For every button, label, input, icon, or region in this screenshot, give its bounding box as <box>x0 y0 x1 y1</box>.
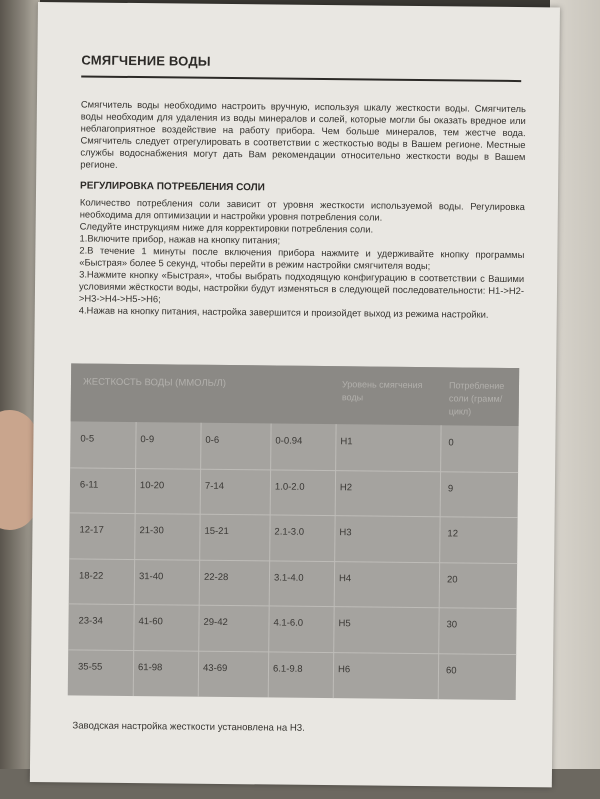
salt-instructions <box>79 196 525 321</box>
table-row-divider <box>70 513 518 519</box>
table-cell: 9 <box>447 482 454 494</box>
table-header <box>71 363 520 426</box>
table-cell: 0 <box>448 437 454 449</box>
title-block <box>81 52 531 82</box>
header-salt-consumption: Потребление соли (грамм/цикл) <box>448 380 505 417</box>
table-cell: H6 <box>337 664 351 676</box>
hardness-table <box>68 363 519 700</box>
table-cell: H1 <box>340 436 353 448</box>
table-cell: 4.1-6.0 <box>273 617 304 630</box>
salt-intro-text: Количество потребления соли зависит от уровня жесткости используемой воды. Регулировка необходима для оптимизации и настройки уровня потребления соли. <box>79 196 525 223</box>
table-row-divider <box>70 467 518 473</box>
table-cell: 61-98 <box>137 662 163 674</box>
step-2: 2.В течение 1 минуты после включения прибора нажмите и удерживайте кнопку программы «Быстрая» более 5 секунд, чтобы перейти в режим настройки смягчителя воды; <box>79 244 525 272</box>
table-cell: H2 <box>339 481 353 493</box>
table-row-divider <box>69 558 517 564</box>
table-cell: 20 <box>446 574 458 586</box>
table-cell: 0-6 <box>205 434 220 446</box>
table-cell: 22-28 <box>203 571 229 583</box>
table-cell: 6.1-9.8 <box>272 663 303 675</box>
table-cell: 0-9 <box>140 434 155 446</box>
header-softening-level: Уровень смягчения воды <box>341 379 423 403</box>
table-cell: 43-69 <box>202 662 228 675</box>
table-cell: H5 <box>338 618 351 630</box>
intro-paragraph: Смягчитель воды необходимо настроить вручную, используя шкалу жесткости воды. Смягчитель воды необходим для удаления из воды минералов и солей, которые могли бы оказать вредное или неблагоприятное воздействие на работу прибора. Чем больше минералов, тем жестче вода. Смягчитель следует отрегулировать в соответствии с жесткостью воды в Вашем регионе. Местные службы водоснабжения могут дать Вам рекомендации относительно жесткости воды в Вашем регионе. <box>80 98 526 170</box>
table-cell: 3.1-4.0 <box>273 572 304 584</box>
table-cell: 6-11 <box>79 479 99 491</box>
table-cell: H3 <box>339 527 352 539</box>
thumb <box>0 410 37 530</box>
table-cell: 1.0-2.0 <box>274 481 305 493</box>
table-cell: H4 <box>338 572 352 585</box>
footer-note: Заводская настройка жесткости установлена на Н3. <box>72 720 305 734</box>
table-cell: 12-17 <box>79 524 104 536</box>
table-cell: 10-20 <box>139 479 165 491</box>
header-hardness: ЖЕСТКОСТЬ ВОДЫ (ММОЛЬ/Л) <box>82 376 227 389</box>
page-title: СМЯГЧЕНИЕ ВОДЫ <box>81 52 211 69</box>
table-cell: 0-0.94 <box>275 435 303 447</box>
table-cell: 35-55 <box>77 661 103 673</box>
table-cell: 7-14 <box>204 480 225 492</box>
table-cell: 29-42 <box>203 617 228 629</box>
salt-follow-text: Следуйте инструкциям ниже для корректировки потребления соли. <box>79 220 374 235</box>
salt-section-heading: РЕГУЛИРОВКА ПОТРЕБЛЕНИЯ СОЛИ <box>80 180 265 194</box>
table-cell: 18-22 <box>78 570 104 582</box>
table-cell: 12 <box>447 528 459 540</box>
table-row-divider <box>69 604 517 610</box>
table-cell: 0-5 <box>80 433 95 445</box>
title-rule <box>81 75 521 82</box>
table-cell: 23-34 <box>78 615 103 628</box>
table-cell: 15-21 <box>204 525 229 538</box>
table-cell: 30 <box>446 619 458 631</box>
step-4: 4.Нажав на кнопку питания, настройка завершится и произойдет выход из режима настройки. <box>78 304 489 320</box>
step-3: 3.Нажмите кнопку «Быстрая», чтобы выбрать подходящую конфигурацию в соответствии с Вашими условиями жёсткости воды, настройки будут изменяться в следующей последовательности: Н1->Н2->Н3->Н4->Н5->Н6; <box>78 268 525 305</box>
manual-page <box>30 2 560 787</box>
table-cell: 60 <box>445 665 457 677</box>
table-cell: 2.1-3.0 <box>274 526 305 539</box>
table-row-divider <box>68 649 516 655</box>
table-cell: 21-30 <box>139 525 164 537</box>
table-cell: 31-40 <box>138 570 164 583</box>
step-1: 1.Включите прибор, нажав на кнопку питания; <box>79 232 281 246</box>
table-cell: 41-60 <box>138 616 163 628</box>
